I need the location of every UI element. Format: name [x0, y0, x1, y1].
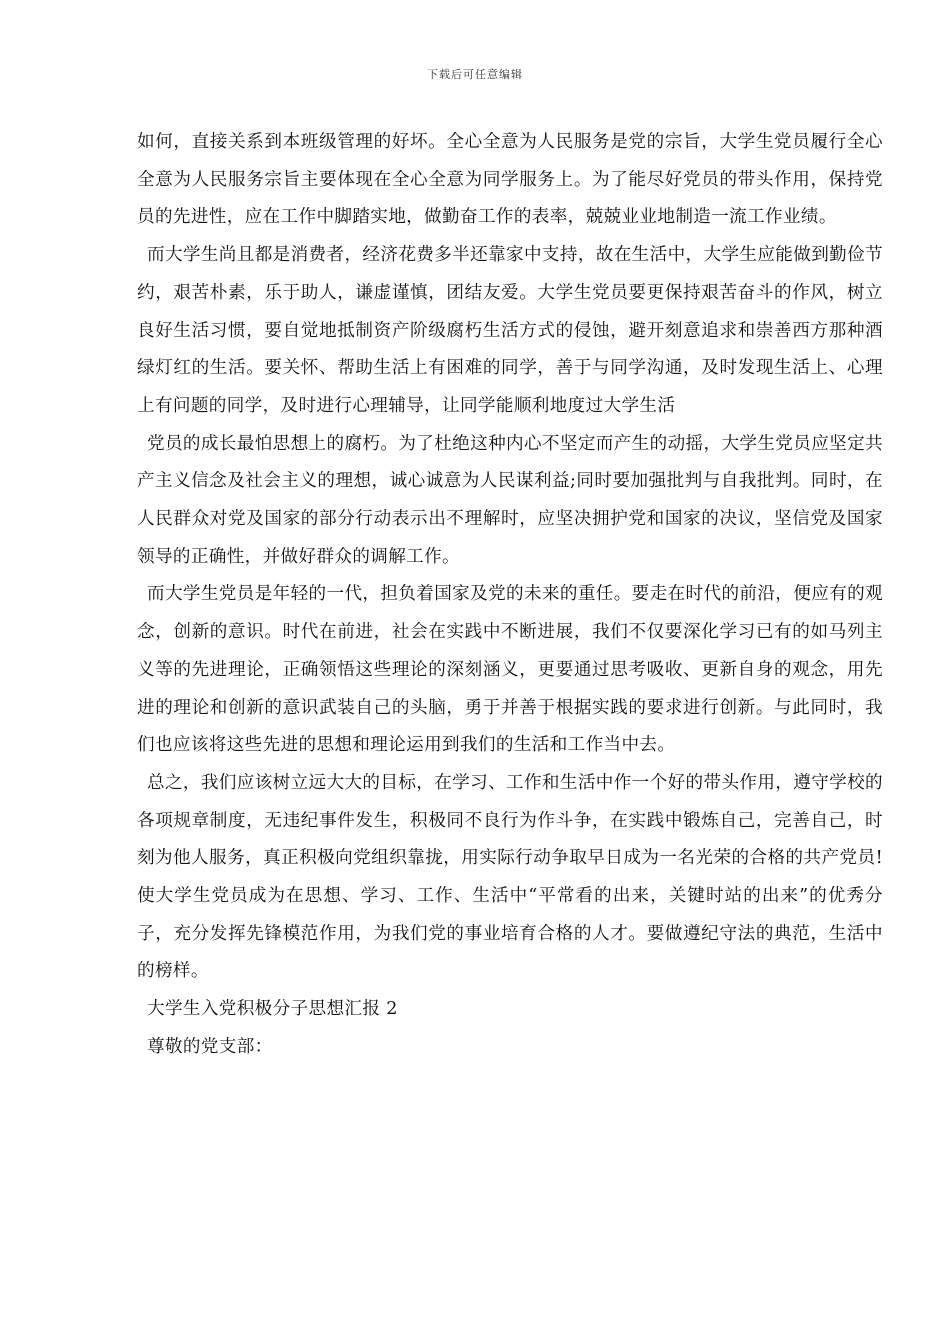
- body-paragraph-5: 总之，我们应该树立远大大的目标，在学习、工作和生活中作一个好的带头作用，遵守学校的各项规章制度，无违纪事件发生，积极同不良行为作斗争，在实践中锻炼自己，完善自己，时刻为他人服务，真正积极向党组织靠拢，用实际行动争取早日成为一名光荣的合格的共产党员!使大学生党员成为在思想、学习、工作、生活中“平常看的出来，关键时站的出来”的优秀分子，充分发挥先锋模范作用，为我们党的事业培育合格的人才。要做遵纪守法的典范，生活中的榜样。: [137, 772, 883, 982]
- page-header-note: 下载后可任意编辑: [427, 68, 523, 81]
- body-paragraph-4: 而大学生党员是年轻的一代，担负着国家及党的未来的重任。要走在时代的前沿，便应有的观念，创新的意识。时代在前进，社会在实践中不断进展，我们不仅要深化学习已有的如马列主义等的先进理论，正确领悟这些理论的深刻涵义，更要通过思考吸收、更新自身的观念，用先进的理论和创新的意识武装自己的头脑，勇于并善于根据实践的要求进行创新。与此同时，我们也应该将这些先进的思想和理论运用到我们的生活和工作当中去。: [137, 584, 883, 756]
- section-title: 大学生入党积极分子思想汇报 2: [147, 999, 398, 1020]
- body-paragraph-2: 而大学生尚且都是消费者，经济花费多半还靠家中支持，故在生活中，大学生应能做到勤俭节约，艰苦朴素，乐于助人，谦虚谨慎，团结友爱。大学生党员要更保持艰苦奋斗的作风，树立良好生活习惯，要自觉地抵制资产阶级腐朽生活方式的侵蚀，避开刻意追求和崇善西方那种酒绿灯红的生活。要关怀、帮助生活上有困难的同学，善于与同学沟通，及时发现生活上、心理上有问题的同学，及时进行心理辅导，让同学能顺利地度过大学生活: [137, 245, 883, 416]
- document-body: [137, 124, 883, 1067]
- body-paragraph-1: 如何，直接关系到本班级管理的好坏。全心全意为人民服务是党的宗旨，大学生党员履行全心全意为人民服务宗旨主要体现在全心全意为同学服务上。为了能尽好党员的带头作用，保持党员的先进性，应在工作中脚踏实地，做勤奋工作的表率，兢兢业业地制造一流工作业绩。: [137, 132, 883, 228]
- body-paragraph-3: 党员的成长最怕思想上的腐朽。为了杜绝这种内心不坚定而产生的动摇，大学生党员应坚定共产主义信念及社会主义的理想，诚心诚意为人民谋利益;同时要加强批判与自我批判。同时，在人民群众对党及国家的部分行动表示出不理解时，应坚决拥护党和国家的决议，坚信党及国家领导的正确性，并做好群众的调解工作。: [137, 433, 883, 567]
- salutation: 尊敬的党支部：: [147, 1036, 273, 1057]
